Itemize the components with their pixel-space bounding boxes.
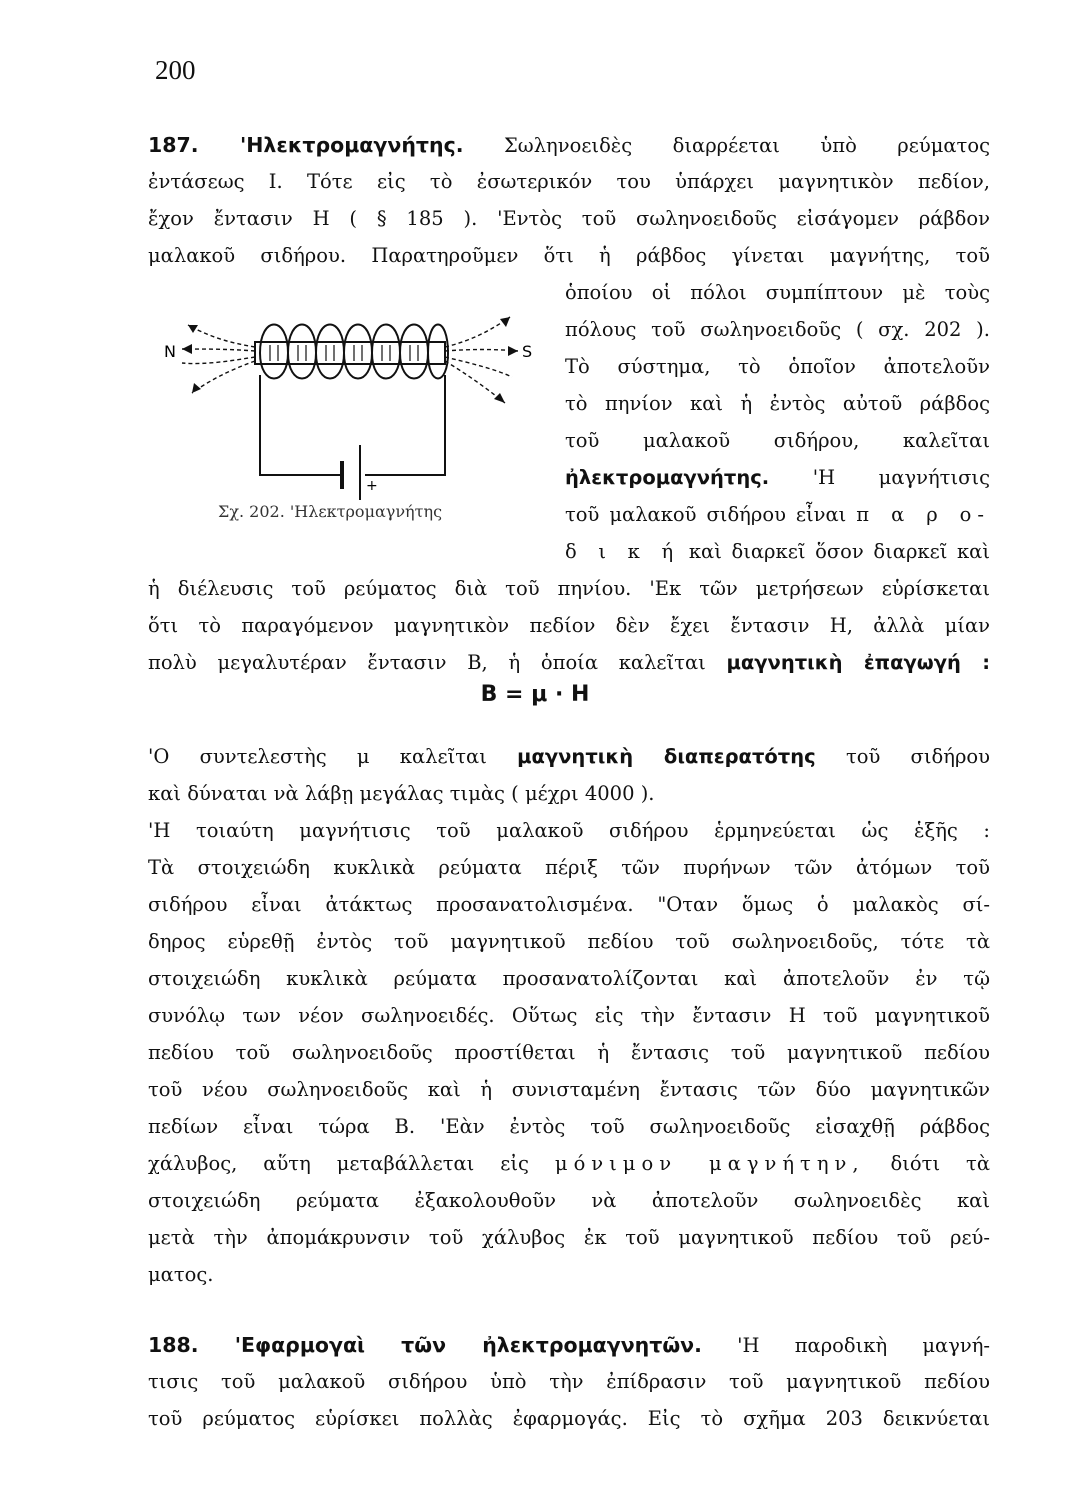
- field-line: [445, 357, 512, 377]
- text-span: 'Η μαγνήτισις: [812, 466, 990, 489]
- field-line: [445, 361, 505, 403]
- arrow-icon: [188, 325, 198, 333]
- section-188-heading: [148, 1333, 702, 1357]
- text-line: στοιχειώδη κυκλικὰ ρεύματα προσανατολίζονται καὶ ἀποτελοῦν ἐν τῷ: [148, 967, 990, 990]
- text-span: τοῦ σιδήρου: [845, 745, 990, 768]
- iron-rod: [255, 342, 445, 364]
- text-line: 'Η τοιαύτη μαγνήτισις τοῦ μαλακοῦ σιδήρου ἑρμηνεύεται ὡς ἑξῆς :: [148, 819, 990, 842]
- text-line: τοῦ μαλακοῦ σιδήρου, καλεῖται: [565, 429, 990, 452]
- field-line: [188, 325, 255, 347]
- text-span: πολὺ μεγαλυτέραν ἔντασιν Β, ἡ ὁποία καλεῖται: [148, 651, 706, 674]
- text-line: συνόλῳ των νέον σωληνοειδές. Οὕτως εἰς τὴν ἔντασιν Η τοῦ μαγνητικοῦ: [148, 1004, 990, 1027]
- section-187-heading: [148, 133, 464, 157]
- pole-s-label: S: [522, 342, 533, 361]
- text-line: τισις τοῦ μαλακοῦ σιδήρου ὑπὸ τὴν ἐπίδρασιν τοῦ μαγνητικοῦ πεδίου: [148, 1370, 990, 1393]
- text-line: μετὰ τὴν ἀπομάκρυνσιν τοῦ χάλυβος ἐκ τοῦ μαγνητικοῦ πεδίου τοῦ ρεύ-: [148, 1226, 990, 1249]
- text-span: διότι τὰ: [890, 1152, 990, 1175]
- text-line: τὸ πηνίον καὶ ἡ ἐντὸς αὐτοῦ ράβδος: [565, 392, 990, 415]
- battery-plus-label: +: [366, 478, 378, 494]
- section-title: 'Ηλεκτρομαγνήτης.: [240, 133, 464, 157]
- spaced-word: π α ρ ο-: [856, 503, 990, 526]
- formula: Β = μ · Η: [480, 682, 590, 707]
- arrow-icon: [500, 317, 510, 327]
- arrow-icon: [192, 383, 201, 393]
- term-permeability: μαγνητικὴ διαπερατότης: [517, 745, 816, 768]
- text-line: τοῦ ρεύματος εὑρίσκει πολλὰς ἐφαρμογάς. Εἰς τὸ σχῆμα 203 δεικνύεται: [148, 1407, 990, 1430]
- text-line: τοῦ νέου σωληνοειδοῦς καὶ ἡ συνισταμένη ἔντασις τῶν δύο μαγνητικῶν: [148, 1078, 990, 1101]
- circuit-wire-left: [260, 375, 340, 475]
- text-line: ἔχον ἔντασιν Η ( § 185 ). 'Εντὸς τοῦ σωληνοειδοῦς εἰσάγομεν ράβδον: [148, 207, 990, 230]
- field-line: [182, 357, 255, 364]
- text-line: [565, 500, 990, 530]
- page-number: 200: [155, 55, 196, 85]
- text-span: καὶ διαρκεῖ ὅσον διαρκεῖ καὶ: [688, 540, 990, 563]
- arrow-icon: [494, 393, 505, 403]
- text-line: [148, 742, 990, 772]
- text-line: πεδίων εἶναι τώρα Β. 'Εὰν ἐντὸς τοῦ σωληνοειδοῦς εἰσαχθῇ ράβδος: [148, 1115, 990, 1138]
- arrow-icon: [508, 346, 518, 356]
- text-line: Τὰ στοιχειώδη κυκλικὰ ρεύματα πέριξ τῶν πυρήνων τῶν ἀτόμων τοῦ: [148, 856, 990, 879]
- text-span: τοῦ μαλακοῦ σιδήρου εἶναι: [565, 503, 847, 526]
- text-line: ὁποίου οἱ πόλοι συμπίπτουν μὲ τοὺς: [565, 281, 990, 304]
- term-electromagnet: ἠλεκτρομαγνήτης.: [565, 466, 770, 489]
- text-span: Σωληνοειδὲς διαρρέεται ὑπὸ ρεύματος: [504, 134, 990, 157]
- figure-caption: Σχ. 202. 'Ηλεκτρομαγνήτης: [218, 502, 443, 521]
- text-line: καὶ δύναται νὰ λάβῃ μεγάλας τιμὰς ( μέχρι 4000 ).: [148, 782, 655, 805]
- spaced-word: μόνιμον μαγνήτην,: [554, 1152, 865, 1175]
- section-187-line-1: [148, 130, 990, 161]
- arrow-icon: [182, 344, 192, 354]
- text-span: 'Η παροδικὴ μαγνή-: [737, 1334, 990, 1357]
- text-line: στοιχειώδη ρεύματα ἐξακολουθοῦν νὰ ἀποτελοῦν σωληνοειδὲς καὶ: [148, 1189, 990, 1212]
- field-line: [182, 349, 255, 351]
- field-line: [445, 350, 518, 352]
- spaced-word: δ ι κ ή: [565, 540, 680, 563]
- text-line: [565, 463, 990, 493]
- text-line: ἡ διέλευσις τοῦ ρεύματος διὰ τοῦ πηνίου. 'Εκ τῶν μετρήσεων εὑρίσκεται: [148, 577, 990, 600]
- text-line: μαλακοῦ σιδήρου. Παρατηροῦμεν ὅτι ἡ ράβδος γίνεται μαγνήτης, τοῦ: [148, 244, 990, 267]
- text-line: πεδίου τοῦ σωληνοειδοῦς προστίθεται ἡ ἔντασις τοῦ μαγνητικοῦ πεδίου: [148, 1041, 990, 1064]
- text-line: [148, 648, 990, 678]
- text-span: χάλυβος, αὕτη μεταβάλλεται εἰς: [148, 1152, 529, 1175]
- text-line: σιδήρου εἶναι ἀτάκτως προσανατολισμένα. "Οταν ὅμως ὁ μαλακὸς σί-: [148, 893, 990, 916]
- text-line: Τὸ σύστημα, τὸ ὁποῖον ἀποτελοῦν: [565, 355, 990, 378]
- term-magnetic-induction: μαγνητικὴ ἐπαγωγή :: [726, 651, 991, 674]
- text-line: δηρος εὑρεθῇ ἐντὸς τοῦ μαγνητικοῦ πεδίου τοῦ σωληνοειδοῦς, τότε τὰ: [148, 930, 990, 953]
- field-line: [192, 361, 255, 393]
- section-title: 'Εφαρμογαὶ τῶν ἠλεκτρομαγνητῶν.: [234, 1333, 702, 1357]
- text-line: ματος.: [148, 1263, 214, 1286]
- section-number: 187.: [148, 133, 199, 157]
- text-line: ὅτι τὸ παραγόμενον μαγνητικὸν πεδίον δὲν ἔχει ἔντασιν Η, ἀλλὰ μίαν: [148, 614, 990, 637]
- section-188-line-1: [148, 1330, 990, 1361]
- text-span: 'Ο συντελεστὴς μ καλεῖται: [148, 745, 487, 768]
- text-line: πόλους τοῦ σωληνοειδοῦς ( σχ. 202 ).: [565, 318, 990, 341]
- circuit-wire-right: [365, 375, 445, 475]
- section-number: 188.: [148, 1333, 199, 1357]
- field-line: [445, 317, 510, 347]
- text-line: [565, 537, 990, 567]
- text-line: [148, 1149, 990, 1179]
- pole-n-label: N: [164, 342, 176, 361]
- text-line: ἐντάσεως Ι. Τότε εἰς τὸ ἐσωτερικόν του ὑπάρχει μαγνητικὸν πεδίον,: [148, 170, 990, 193]
